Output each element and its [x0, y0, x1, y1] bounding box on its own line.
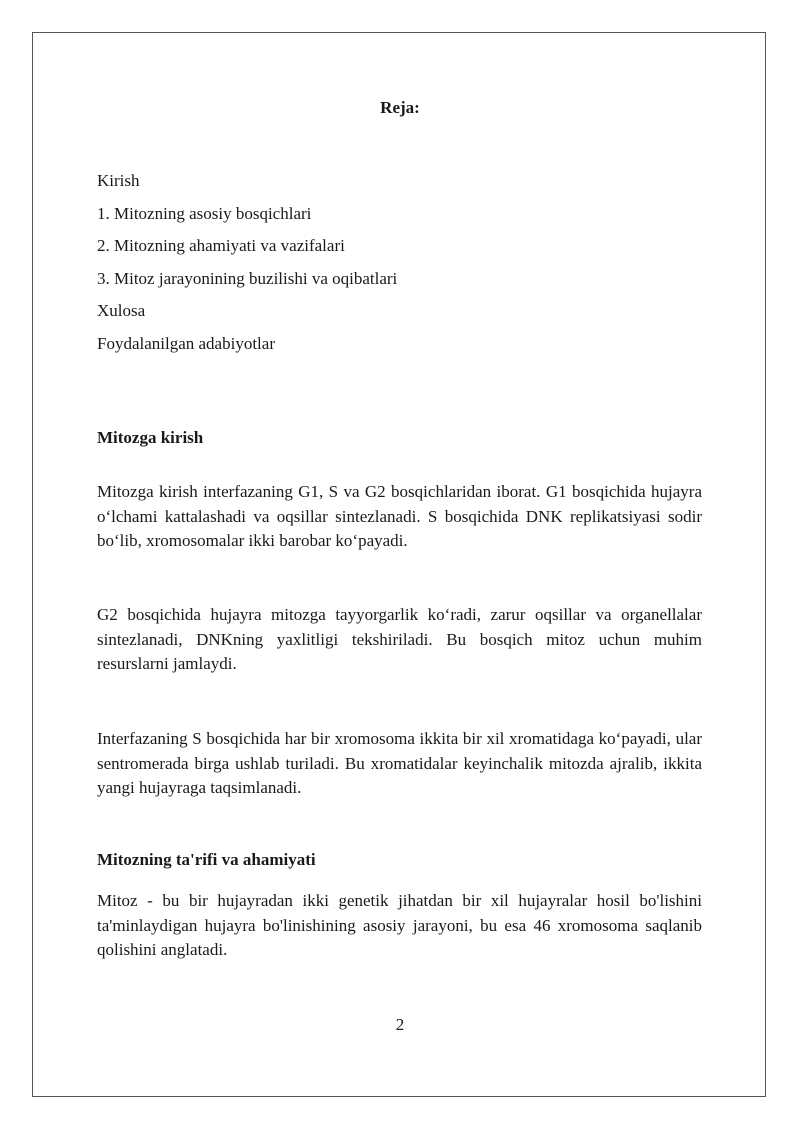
plan-list [97, 170, 397, 365]
paragraph-intro-2: G2 bosqichida hujayra mitozga tayyorgarlik ko‘radi, zarur oqsillar va organellalar sintezlanadi, DNKning yaxlitligi tekshiriladi. Bu bosqich mitoz uchun muhim resurslarni jamlaydi. [97, 605, 702, 673]
paragraph-definition-1: Mitoz - bu bir hujayradan ikki genetik jihatdan bir xil hujayralar hosil bo'lishini ta'minlaydigan hujayra bo'linishining asosiy jarayoni, bu esa 46 xromosoma saqlanib qolishini anglatadi. [97, 891, 702, 959]
plan-item-references: Foydalanilgan adabiyotlar [97, 333, 275, 353]
plan-item-conclusion: Xulosa [97, 301, 146, 320]
section-heading-intro: Mitozga kirish [97, 428, 204, 447]
plan-item-1: 1. Mitozning asosiy bosqichlari [97, 203, 312, 223]
plan-item-2: 2. Mitozning ahamiyati va vazifalari [97, 236, 345, 255]
plan-title: Reja: [380, 98, 420, 117]
page-number: 2 [395, 1015, 405, 1034]
section-heading-definition: Mitozning ta'rifi va ahamiyati [97, 850, 316, 869]
plan-item-intro: Kirish [97, 171, 140, 190]
plan-item-3: 3. Mitoz jarayonining buzilishi va oqibatlari [97, 268, 398, 288]
paragraph-intro-3: Interfazaning S bosqichida har bir xromosoma ikkita bir xil xromatidaga ko‘payadi, ular sentromerada birga ushlab turiladi. Bu xromatidalar keyinchalik mitozda ajralib, ikkita yangi hujayraga taqsimlanadi. [97, 729, 702, 797]
paragraph-intro-1: Mitozga kirish interfazaning G1, S va G2 bosqichlaridan iborat. G1 bosqichida hujayra o‘lchami kattalashadi va oqsillar sintezlanadi. S bosqichida DNK replikatsiyasi sodir bo‘lib, xromosomalar ikki barobar ko‘payadi. [97, 482, 702, 550]
